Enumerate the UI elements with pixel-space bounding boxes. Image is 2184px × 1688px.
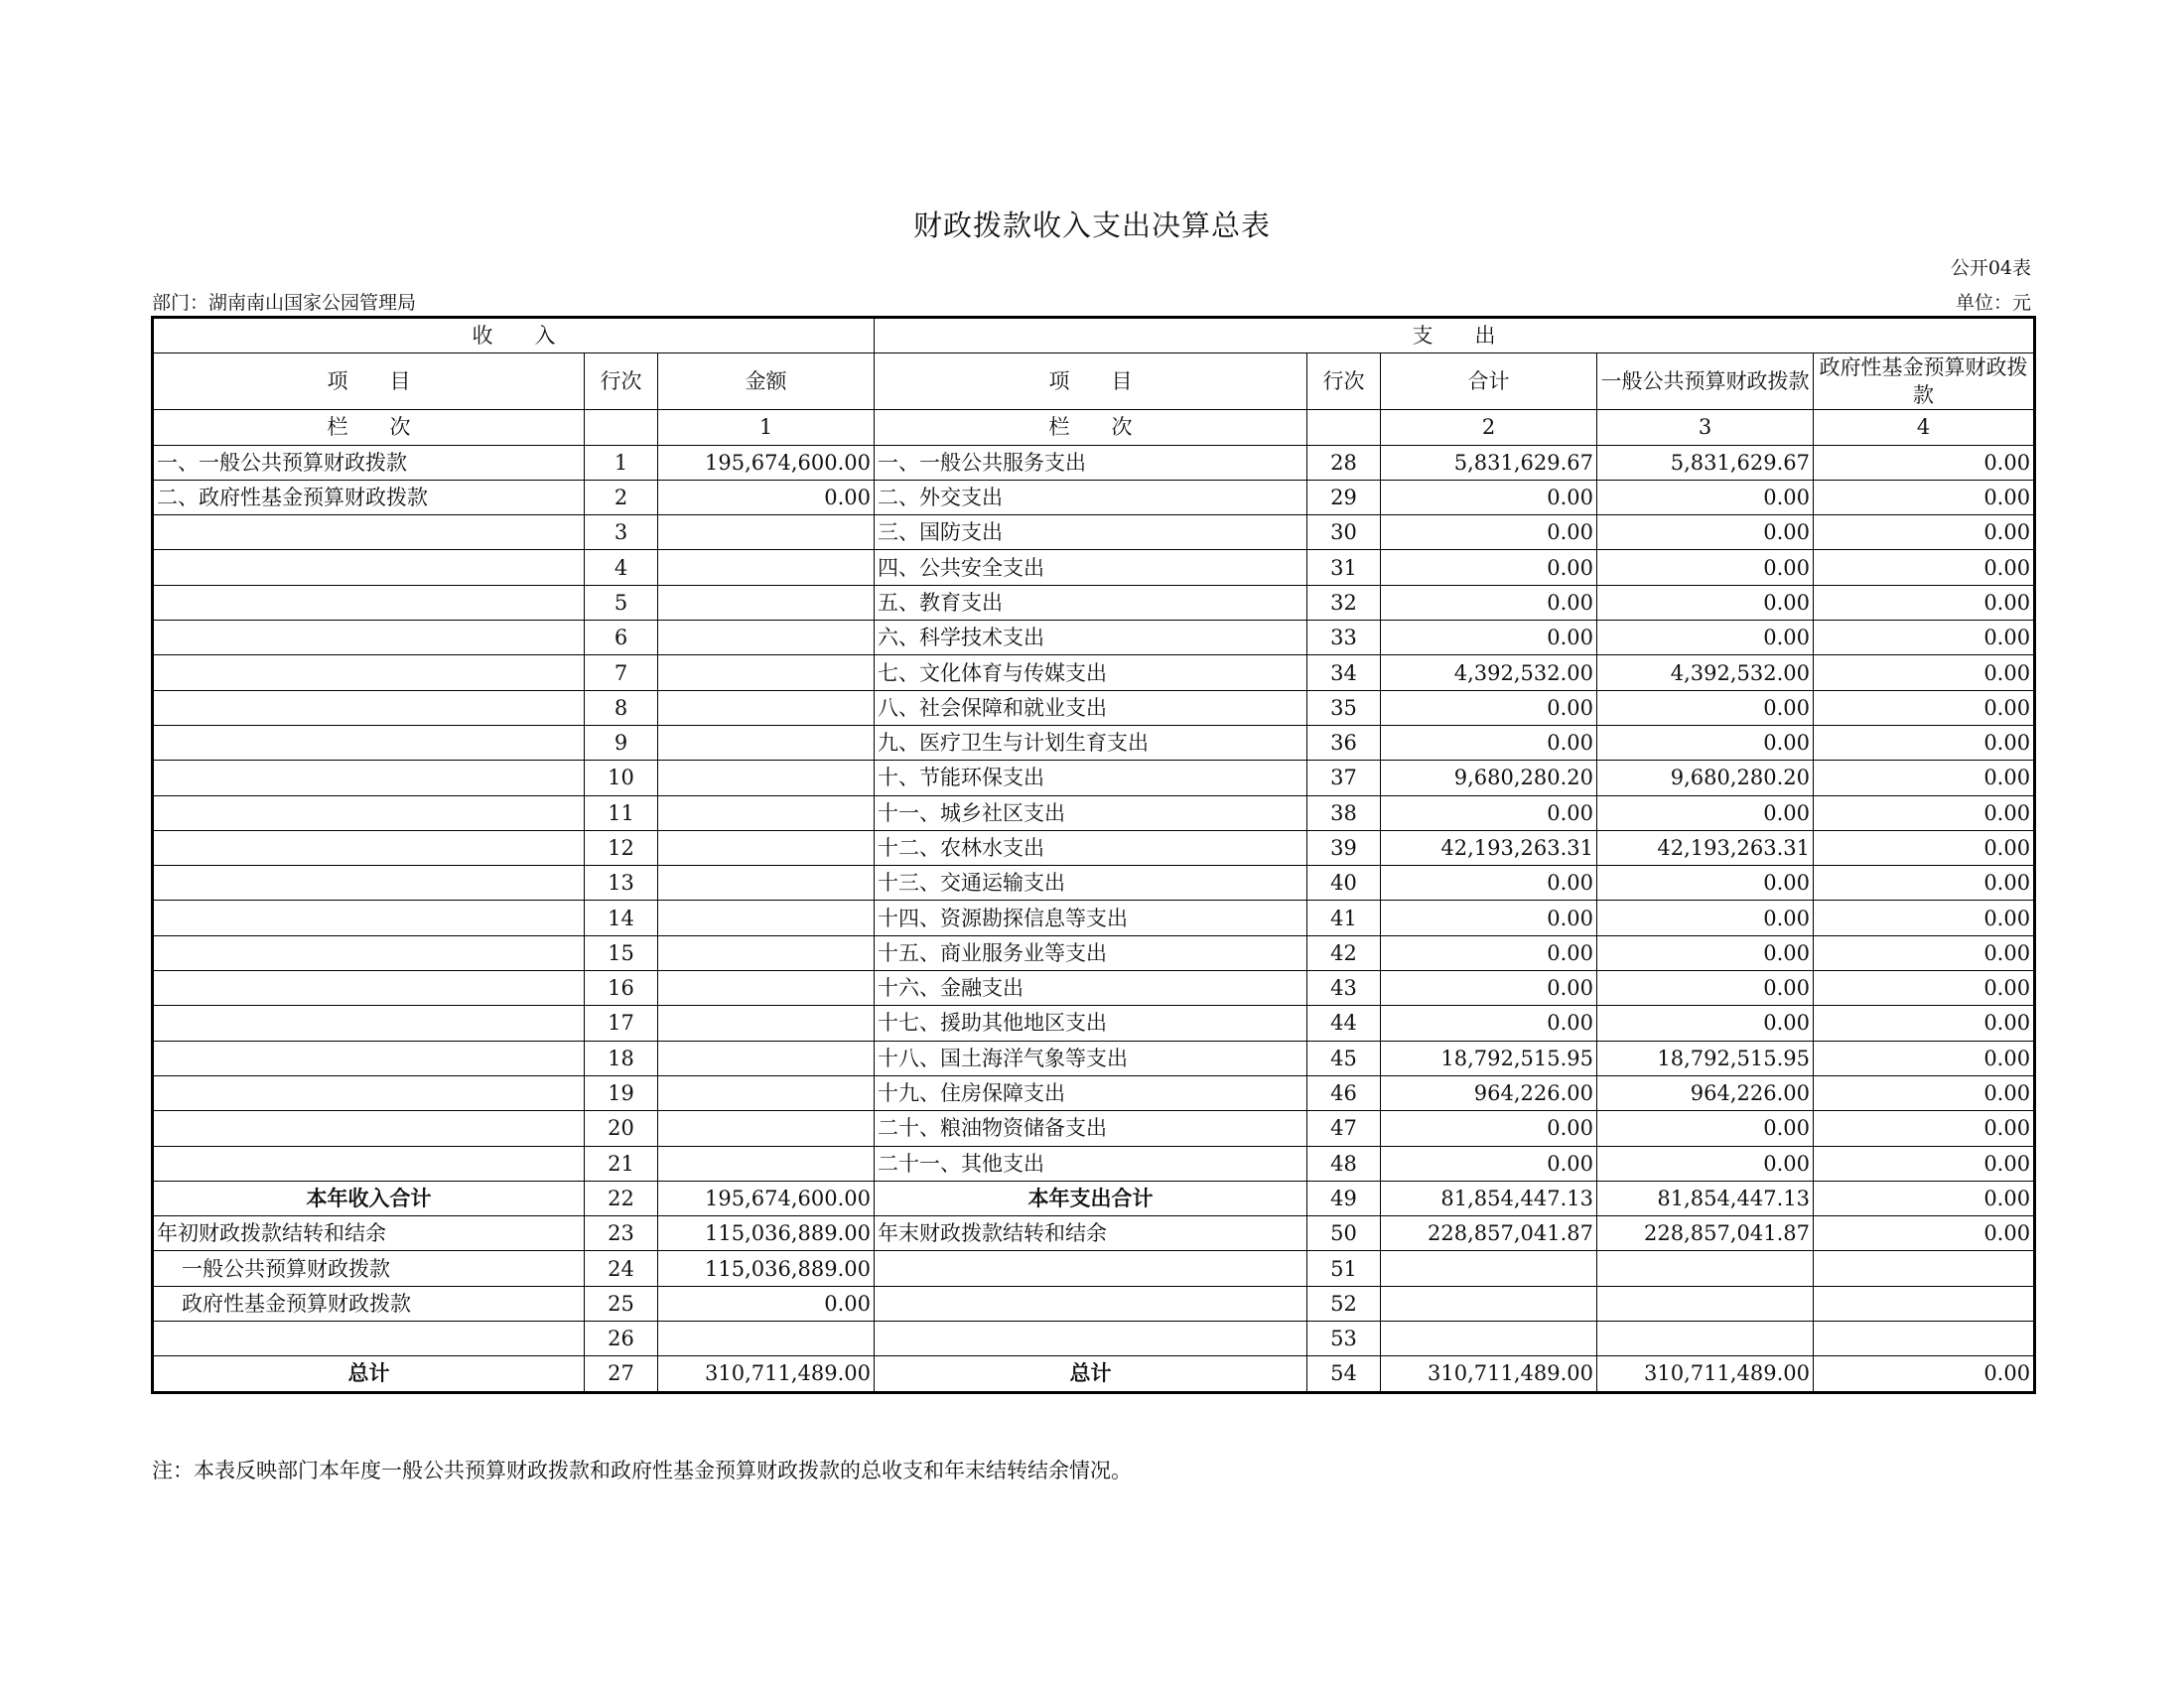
expense-row-no-cell: 47 — [1307, 1111, 1381, 1146]
income-item-cell — [153, 1006, 585, 1041]
income-amount-cell: 0.00 — [658, 480, 875, 514]
income-item-cell: 一般公共预算财政拨款 — [153, 1251, 585, 1286]
income-item-cell — [153, 866, 585, 901]
total-cell: 0.00 — [1381, 935, 1597, 970]
gov-fund-cell: 0.00 — [1814, 1111, 2035, 1146]
income-row-no-cell: 25 — [585, 1286, 658, 1321]
table-row — [153, 515, 2035, 550]
expense-item-cell — [875, 1286, 1307, 1321]
gov-fund-cell: 0.00 — [1814, 1075, 2035, 1110]
table-row — [153, 690, 2035, 725]
gov-fund-cell — [1814, 1286, 2035, 1321]
income-amount-cell: 195,674,600.00 — [658, 1181, 875, 1215]
income-item-cell — [153, 1111, 585, 1146]
total-cell: 4,392,532.00 — [1381, 655, 1597, 690]
general-budget-cell: 4,392,532.00 — [1597, 655, 1814, 690]
income-row-no-cell: 12 — [585, 830, 658, 865]
total-header: 合计 — [1381, 353, 1597, 410]
income-amount-cell — [658, 690, 875, 725]
col-index-1: 1 — [658, 410, 875, 445]
income-row-no-cell: 2 — [585, 480, 658, 514]
expense-item-cell: 二、外交支出 — [875, 480, 1307, 514]
income-row-no-cell: 9 — [585, 725, 658, 760]
income-amount-cell — [658, 585, 875, 620]
gov-fund-cell: 0.00 — [1814, 761, 2035, 795]
total-cell — [1381, 1322, 1597, 1356]
general-budget-cell: 0.00 — [1597, 515, 1814, 550]
expense-item-cell: 十一、城乡社区支出 — [875, 795, 1307, 830]
income-item-cell: 二、政府性基金预算财政拨款 — [153, 480, 585, 514]
column-index-row — [153, 410, 2035, 445]
expense-row-no-cell: 50 — [1307, 1216, 1381, 1251]
expense-item-cell: 三、国防支出 — [875, 515, 1307, 550]
table-row — [153, 1322, 2035, 1356]
general-budget-cell: 0.00 — [1597, 901, 1814, 935]
income-item-cell — [153, 725, 585, 760]
general-budget-cell: 310,711,489.00 — [1597, 1356, 1814, 1392]
income-item-cell — [153, 901, 585, 935]
income-item-cell — [153, 795, 585, 830]
income-row-no-cell: 18 — [585, 1041, 658, 1075]
section-header-row — [153, 318, 2035, 353]
income-amount-cell — [658, 1075, 875, 1110]
expense-item-cell: 十四、资源勘探信息等支出 — [875, 901, 1307, 935]
gov-fund-cell — [1814, 1322, 2035, 1356]
expense-row-no-cell: 32 — [1307, 585, 1381, 620]
expense-item-cell: 年末财政拨款结转和结余 — [875, 1216, 1307, 1251]
income-item-cell — [153, 830, 585, 865]
income-item-cell — [153, 1075, 585, 1110]
general-budget-cell: 228,857,041.87 — [1597, 1216, 1814, 1251]
table-row — [153, 830, 2035, 865]
col-index-3: 3 — [1597, 410, 1814, 445]
income-amount-cell: 0.00 — [658, 1286, 875, 1321]
general-budget-cell: 0.00 — [1597, 725, 1814, 760]
income-lanci-no — [585, 410, 658, 445]
gov-fund-cell: 0.00 — [1814, 901, 2035, 935]
expense-item-header: 项 目 — [875, 353, 1307, 410]
gov-fund-cell: 0.00 — [1814, 971, 2035, 1006]
total-cell: 0.00 — [1381, 866, 1597, 901]
expense-row-no-cell: 44 — [1307, 1006, 1381, 1041]
gov-fund-cell: 0.00 — [1814, 725, 2035, 760]
income-row-no-cell: 22 — [585, 1181, 658, 1215]
gov-fund-cell: 0.00 — [1814, 1146, 2035, 1181]
income-row-no-cell: 27 — [585, 1356, 658, 1392]
expense-item-cell: 十八、国土海洋气象等支出 — [875, 1041, 1307, 1075]
total-cell: 9,680,280.20 — [1381, 761, 1597, 795]
gov-fund-cell: 0.00 — [1814, 690, 2035, 725]
expense-item-cell: 五、教育支出 — [875, 585, 1307, 620]
expense-row-no-cell: 49 — [1307, 1181, 1381, 1215]
general-budget-cell: 0.00 — [1597, 690, 1814, 725]
income-row-no-cell: 5 — [585, 585, 658, 620]
income-amount-cell — [658, 795, 875, 830]
table-row — [153, 621, 2035, 655]
table-row — [153, 866, 2035, 901]
expense-row-no-cell: 53 — [1307, 1322, 1381, 1356]
table-row — [153, 1111, 2035, 1146]
gov-fund-header: 政府性基金预算财政拨款 — [1814, 353, 2035, 410]
table-row — [153, 550, 2035, 585]
income-row-no-cell: 17 — [585, 1006, 658, 1041]
income-amount-cell: 310,711,489.00 — [658, 1356, 875, 1392]
income-amount-cell — [658, 550, 875, 585]
expense-item-cell: 十六、金融支出 — [875, 971, 1307, 1006]
income-amount-cell — [658, 1111, 875, 1146]
department-label: 部门：湖南南山国家公园管理局 — [152, 292, 417, 314]
expense-item-cell — [875, 1322, 1307, 1356]
general-budget-cell: 0.00 — [1597, 971, 1814, 1006]
page-title: 财政拨款收入支出决算总表 — [912, 209, 1271, 242]
income-item-cell — [153, 690, 585, 725]
general-budget-cell: 9,680,280.20 — [1597, 761, 1814, 795]
general-budget-cell: 0.00 — [1597, 621, 1814, 655]
table-row — [153, 585, 2035, 620]
expense-item-cell: 九、医疗卫生与计划生育支出 — [875, 725, 1307, 760]
income-amount-cell — [658, 1322, 875, 1356]
total-cell — [1381, 1251, 1597, 1286]
gov-fund-cell: 0.00 — [1814, 935, 2035, 970]
income-amount-cell — [658, 830, 875, 865]
table-row — [153, 971, 2035, 1006]
gov-fund-cell: 0.00 — [1814, 866, 2035, 901]
total-cell: 0.00 — [1381, 901, 1597, 935]
total-cell: 228,857,041.87 — [1381, 1216, 1597, 1251]
expense-item-cell: 八、社会保障和就业支出 — [875, 690, 1307, 725]
gov-fund-cell: 0.00 — [1814, 795, 2035, 830]
expense-item-cell: 十、节能环保支出 — [875, 761, 1307, 795]
expense-row-no-cell: 43 — [1307, 971, 1381, 1006]
general-budget-cell: 0.00 — [1597, 1111, 1814, 1146]
income-row-no-cell: 11 — [585, 795, 658, 830]
gov-fund-cell: 0.00 — [1814, 1181, 2035, 1215]
income-row-no-cell: 16 — [585, 971, 658, 1006]
expense-row-no-cell: 52 — [1307, 1286, 1381, 1321]
expense-row-no-cell: 48 — [1307, 1146, 1381, 1181]
income-row-no-header: 行次 — [585, 353, 658, 410]
total-cell: 0.00 — [1381, 725, 1597, 760]
total-cell: 0.00 — [1381, 1111, 1597, 1146]
income-row-no-cell: 23 — [585, 1216, 658, 1251]
gov-fund-cell: 0.00 — [1814, 655, 2035, 690]
income-amount-cell — [658, 761, 875, 795]
general-budget-cell — [1597, 1251, 1814, 1286]
expense-row-no-cell: 41 — [1307, 901, 1381, 935]
income-amount-cell — [658, 935, 875, 970]
expense-item-cell: 七、文化体育与传媒支出 — [875, 655, 1307, 690]
column-header-row — [153, 353, 2035, 410]
income-amount-cell: 195,674,600.00 — [658, 445, 875, 480]
income-amount-cell — [658, 725, 875, 760]
table-row — [153, 445, 2035, 480]
expense-item-cell: 二十、粮油物资储备支出 — [875, 1111, 1307, 1146]
income-row-no-cell: 15 — [585, 935, 658, 970]
general-budget-cell: 0.00 — [1597, 585, 1814, 620]
income-row-no-cell: 1 — [585, 445, 658, 480]
expense-row-no-cell: 29 — [1307, 480, 1381, 514]
total-cell: 81,854,447.13 — [1381, 1181, 1597, 1215]
footnote: 注：本表反映部门本年度一般公共预算财政拨款和政府性基金预算财政拨款的总收支和年末结转结余情况。 — [152, 1459, 1132, 1482]
expense-lanci: 栏 次 — [875, 410, 1307, 445]
general-budget-cell — [1597, 1322, 1814, 1356]
expense-row-no-cell: 54 — [1307, 1356, 1381, 1392]
income-item-cell — [153, 621, 585, 655]
total-cell: 18,792,515.95 — [1381, 1041, 1597, 1075]
income-amount-cell — [658, 515, 875, 550]
income-amount-cell — [658, 1146, 875, 1181]
general-budget-cell: 42,193,263.31 — [1597, 830, 1814, 865]
fiscal-summary-table — [151, 316, 2036, 1394]
table-row — [153, 901, 2035, 935]
gov-fund-cell: 0.00 — [1814, 621, 2035, 655]
table-row — [153, 1216, 2035, 1251]
income-item-cell: 年初财政拨款结转和结余 — [153, 1216, 585, 1251]
income-item-cell — [153, 935, 585, 970]
income-row-no-cell: 4 — [585, 550, 658, 585]
income-amount-header: 金额 — [658, 353, 875, 410]
income-row-no-cell: 21 — [585, 1146, 658, 1181]
income-row-no-cell: 10 — [585, 761, 658, 795]
general-budget-cell: 0.00 — [1597, 935, 1814, 970]
gov-fund-cell: 0.00 — [1814, 550, 2035, 585]
expense-row-no-cell: 39 — [1307, 830, 1381, 865]
expense-item-cell: 十三、交通运输支出 — [875, 866, 1307, 901]
total-cell: 964,226.00 — [1381, 1075, 1597, 1110]
general-budget-cell: 0.00 — [1597, 1146, 1814, 1181]
expense-row-no-cell: 33 — [1307, 621, 1381, 655]
general-budget-header: 一般公共预算财政拨款 — [1597, 353, 1814, 410]
unit-label: 单位：元 — [1955, 292, 2031, 314]
income-amount-cell — [658, 621, 875, 655]
general-budget-cell: 0.00 — [1597, 866, 1814, 901]
expense-row-no-cell: 38 — [1307, 795, 1381, 830]
form-number: 公开04表 — [1950, 257, 2031, 279]
general-budget-cell: 0.00 — [1597, 795, 1814, 830]
income-amount-cell — [658, 1041, 875, 1075]
gov-fund-cell: 0.00 — [1814, 1356, 2035, 1392]
income-item-cell — [153, 550, 585, 585]
table-row — [153, 655, 2035, 690]
expense-item-cell: 二十一、其他支出 — [875, 1146, 1307, 1181]
income-item-cell — [153, 971, 585, 1006]
income-item-cell — [153, 1146, 585, 1181]
expense-row-no-cell: 28 — [1307, 445, 1381, 480]
expense-row-no-cell: 34 — [1307, 655, 1381, 690]
table-row — [153, 795, 2035, 830]
total-cell: 310,711,489.00 — [1381, 1356, 1597, 1392]
col-index-2: 2 — [1381, 410, 1597, 445]
total-cell: 0.00 — [1381, 690, 1597, 725]
income-row-no-cell: 20 — [585, 1111, 658, 1146]
expense-row-no-cell: 42 — [1307, 935, 1381, 970]
income-amount-cell: 115,036,889.00 — [658, 1216, 875, 1251]
expense-row-no-cell: 45 — [1307, 1041, 1381, 1075]
table-row — [153, 761, 2035, 795]
expense-row-no-cell: 46 — [1307, 1075, 1381, 1110]
total-cell: 0.00 — [1381, 795, 1597, 830]
expense-row-no-cell: 35 — [1307, 690, 1381, 725]
expense-row-no-cell: 40 — [1307, 866, 1381, 901]
table-row — [153, 480, 2035, 514]
expense-item-cell: 十五、商业服务业等支出 — [875, 935, 1307, 970]
income-amount-cell — [658, 971, 875, 1006]
income-item-cell: 本年收入合计 — [153, 1181, 585, 1215]
expense-row-no-cell: 30 — [1307, 515, 1381, 550]
income-item-cell: 总计 — [153, 1356, 585, 1392]
general-budget-cell: 18,792,515.95 — [1597, 1041, 1814, 1075]
total-cell: 0.00 — [1381, 1006, 1597, 1041]
general-budget-cell: 964,226.00 — [1597, 1075, 1814, 1110]
income-item-cell: 政府性基金预算财政拨款 — [153, 1286, 585, 1321]
total-cell: 5,831,629.67 — [1381, 445, 1597, 480]
gov-fund-cell: 0.00 — [1814, 1041, 2035, 1075]
total-cell: 42,193,263.31 — [1381, 830, 1597, 865]
expense-row-no-cell: 36 — [1307, 725, 1381, 760]
income-amount-cell: 115,036,889.00 — [658, 1251, 875, 1286]
table-row — [153, 1146, 2035, 1181]
table-row — [153, 1181, 2035, 1215]
total-cell — [1381, 1286, 1597, 1321]
general-budget-cell: 5,831,629.67 — [1597, 445, 1814, 480]
income-amount-cell — [658, 901, 875, 935]
income-row-no-cell: 6 — [585, 621, 658, 655]
expense-item-cell: 本年支出合计 — [875, 1181, 1307, 1215]
expense-item-cell: 一、一般公共服务支出 — [875, 445, 1307, 480]
income-row-no-cell: 14 — [585, 901, 658, 935]
table-row — [153, 1075, 2035, 1110]
expense-lanci-no — [1307, 410, 1381, 445]
general-budget-cell — [1597, 1286, 1814, 1321]
income-item-cell: 一、一般公共预算财政拨款 — [153, 445, 585, 480]
expense-row-no-header: 行次 — [1307, 353, 1381, 410]
income-row-no-cell: 24 — [585, 1251, 658, 1286]
table-row — [153, 725, 2035, 760]
general-budget-cell: 81,854,447.13 — [1597, 1181, 1814, 1215]
expense-item-cell: 四、公共安全支出 — [875, 550, 1307, 585]
total-cell: 0.00 — [1381, 621, 1597, 655]
expense-section-header: 支 出 — [875, 318, 2035, 353]
income-row-no-cell: 26 — [585, 1322, 658, 1356]
gov-fund-cell: 0.00 — [1814, 480, 2035, 514]
income-item-cell — [153, 655, 585, 690]
income-amount-cell — [658, 655, 875, 690]
table-row — [153, 1041, 2035, 1075]
gov-fund-cell: 0.00 — [1814, 445, 2035, 480]
total-cell: 0.00 — [1381, 1146, 1597, 1181]
income-row-no-cell: 13 — [585, 866, 658, 901]
income-amount-cell — [658, 866, 875, 901]
table-row — [153, 1356, 2035, 1392]
expense-item-cell — [875, 1251, 1307, 1286]
income-row-no-cell: 19 — [585, 1075, 658, 1110]
income-amount-cell — [658, 1006, 875, 1041]
income-item-cell — [153, 1041, 585, 1075]
gov-fund-cell: 0.00 — [1814, 1216, 2035, 1251]
total-cell: 0.00 — [1381, 550, 1597, 585]
gov-fund-cell: 0.00 — [1814, 515, 2035, 550]
gov-fund-cell: 0.00 — [1814, 1006, 2035, 1041]
expense-item-cell: 十二、农林水支出 — [875, 830, 1307, 865]
income-item-cell — [153, 515, 585, 550]
table-row — [153, 935, 2035, 970]
total-cell: 0.00 — [1381, 515, 1597, 550]
col-index-4: 4 — [1814, 410, 2035, 445]
income-lanci: 栏 次 — [153, 410, 585, 445]
table-row — [153, 1006, 2035, 1041]
expense-item-cell: 总计 — [875, 1356, 1307, 1392]
general-budget-cell: 0.00 — [1597, 550, 1814, 585]
gov-fund-cell: 0.00 — [1814, 585, 2035, 620]
expense-row-no-cell: 51 — [1307, 1251, 1381, 1286]
expense-item-cell: 十七、援助其他地区支出 — [875, 1006, 1307, 1041]
expense-item-cell: 六、科学技术支出 — [875, 621, 1307, 655]
general-budget-cell: 0.00 — [1597, 1006, 1814, 1041]
income-section-header: 收 入 — [153, 318, 875, 353]
total-cell: 0.00 — [1381, 585, 1597, 620]
table-row — [153, 1251, 2035, 1286]
gov-fund-cell — [1814, 1251, 2035, 1286]
income-row-no-cell: 8 — [585, 690, 658, 725]
gov-fund-cell: 0.00 — [1814, 830, 2035, 865]
income-row-no-cell: 7 — [585, 655, 658, 690]
expense-row-no-cell: 31 — [1307, 550, 1381, 585]
expense-item-cell: 十九、住房保障支出 — [875, 1075, 1307, 1110]
income-item-cell — [153, 585, 585, 620]
expense-row-no-cell: 37 — [1307, 761, 1381, 795]
table-row — [153, 1286, 2035, 1321]
general-budget-cell: 0.00 — [1597, 480, 1814, 514]
income-item-cell — [153, 761, 585, 795]
total-cell: 0.00 — [1381, 480, 1597, 514]
total-cell: 0.00 — [1381, 971, 1597, 1006]
income-item-cell — [153, 1322, 585, 1356]
income-row-no-cell: 3 — [585, 515, 658, 550]
income-item-header: 项 目 — [153, 353, 585, 410]
